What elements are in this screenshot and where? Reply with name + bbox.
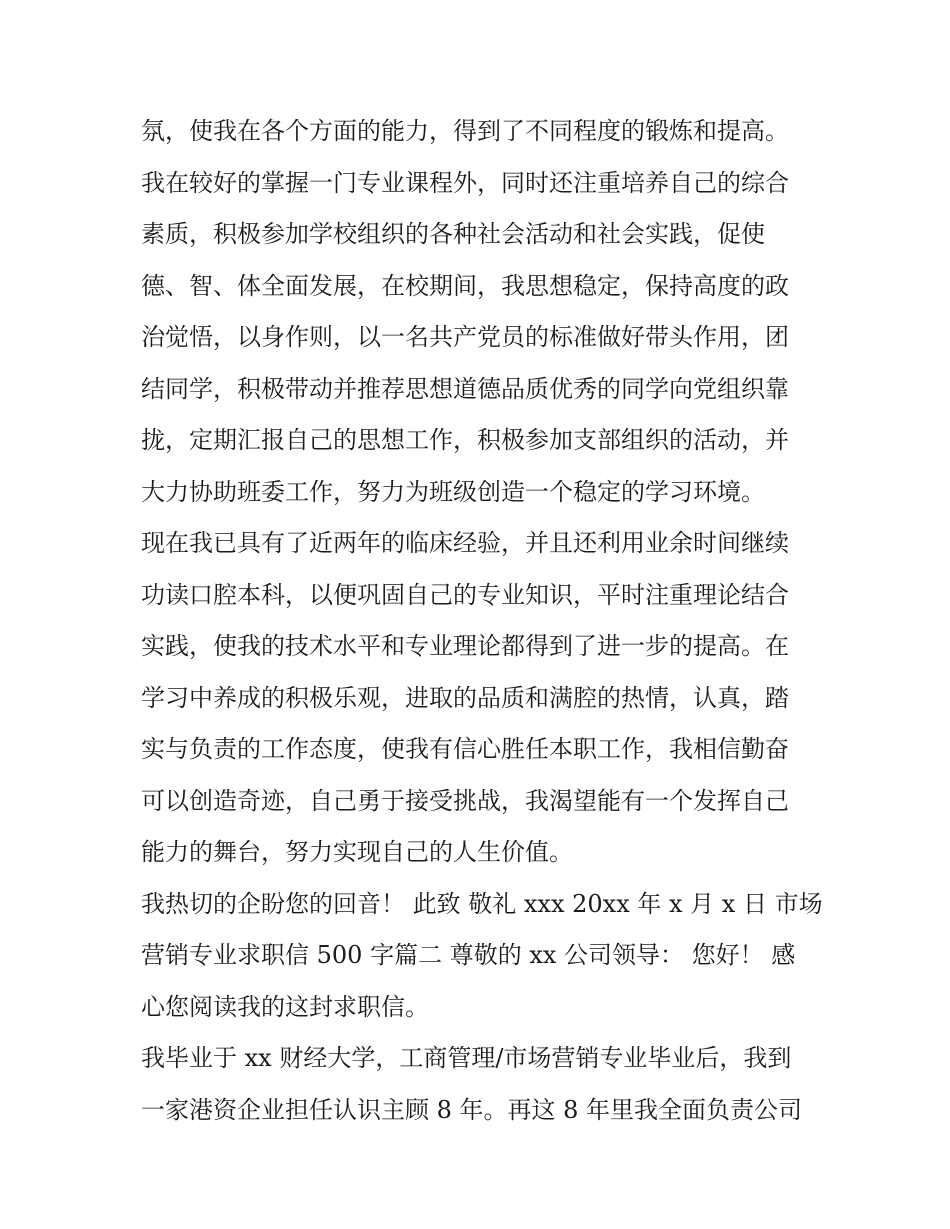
text-line: 营销专业求职信 500 字篇二 尊敬的 xx 公司领导： 您好！ 感 — [141, 941, 796, 969]
text-line: 可以创造奇迹，自己勇于接受挑战，我渴望能有一个发挥自己 — [141, 786, 789, 815]
text-line: 学习中养成的积极乐观，进取的品质和满腔的热情，认真，踏 — [141, 683, 789, 712]
text-line: 现在我已具有了近两年的临床经验，并且还利用业余时间继续 — [141, 529, 789, 557]
text-line: 德、智、体全面发展，在校期间，我思想稳定，保持高度的政 — [141, 271, 789, 300]
text-line: 心您阅读我的这封求职信。 — [141, 992, 429, 1021]
text-line: 治觉悟，以身作则，以一名共产党员的标准做好带头作用，团 — [141, 323, 789, 351]
text-line: 大力协助班委工作，努力为班级创造一个稳定的学习环境。 — [141, 477, 765, 506]
text-line: 结同学，积极带动并推荐思想道德品质优秀的同学向党组织靠 — [141, 374, 789, 403]
text-line: 实与负责的工作态度，使我有信心胜任本职工作，我相信勤奋 — [141, 735, 789, 763]
text-line: 我毕业于 xx 财经大学，工商管理/市场营销专业毕业后，我到 — [141, 1044, 792, 1072]
text-line: 一家港资企业担任认识主顾 8 年。再这 8 年里我全面负责公司 — [141, 1095, 803, 1124]
text-line: 能力的舞台，努力实现自己的人生价值。 — [141, 838, 573, 866]
text-line: 氛，使我在各个方面的能力，得到了不同程度的锻炼和提高。 — [141, 117, 789, 145]
text-line: 我在较好的掌握一门专业课程外，同时还注重培养自己的综合 — [141, 168, 789, 197]
text-line: 素质，积极参加学校组织的各种社会活动和社会实践，促使 — [141, 220, 765, 248]
text-line: 实践，使我的技术水平和专业理论都得到了进一步的提高。在 — [141, 632, 789, 660]
body-text — [141, 106, 831, 1136]
text-line: 我热切的企盼您的回音！ 此致 敬礼 xxx 20xx 年 x 月 x 日 市场 — [141, 889, 823, 918]
text-line: 功读口腔本科，以便巩固自己的专业知识，平时注重理论结合 — [141, 580, 789, 609]
text-line: 拢，定期汇报自己的思想工作，积极参加支部组织的活动，并 — [141, 426, 789, 454]
